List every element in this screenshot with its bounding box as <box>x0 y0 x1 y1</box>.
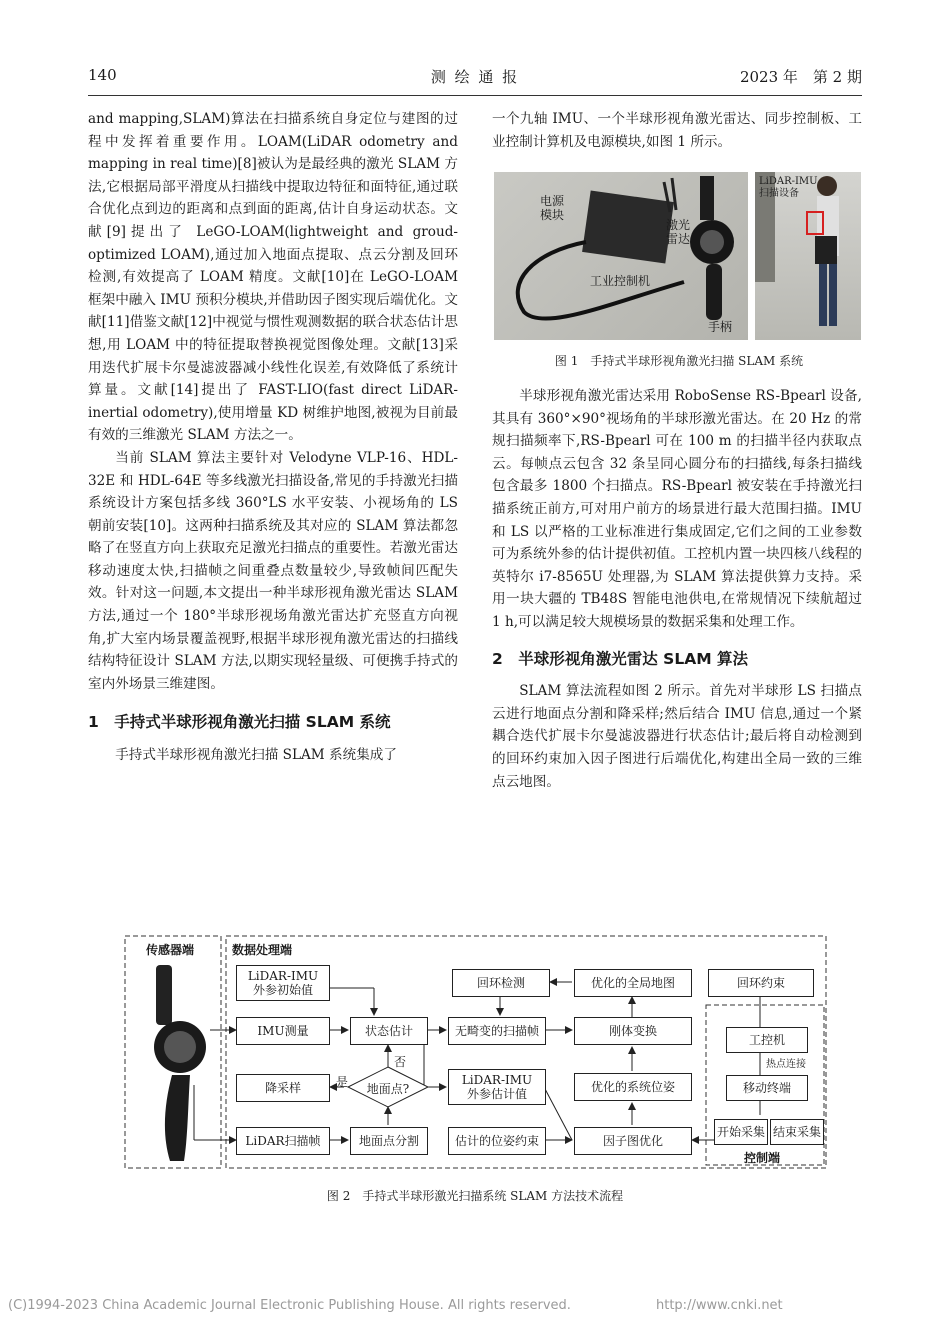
label-ipc: 工业控制机 <box>590 274 651 288</box>
section-1-heading: 1 手持式半球形视角激光扫描 SLAM 系统 <box>88 713 391 732</box>
right-column-bottom <box>492 385 862 793</box>
cnki-url[interactable]: http://www.cnki.net <box>656 1298 783 1313</box>
box-extrinsic-estimate: LiDAR-IMU 外参估计值 <box>448 1069 546 1105</box>
box-start-collection: 开始采集 <box>714 1119 768 1145</box>
box-global-map: 优化的全局地图 <box>574 969 692 997</box>
right-column-top <box>492 108 862 153</box>
box-pose-constraint: 估计的位姿约束 <box>448 1127 546 1155</box>
left-paragraph-2: 当前 SLAM 算法主要针对 Velodyne VLP-16、HDL-32E 和 HDL-64E 等多线激光扫描设备,常见的手持激光扫描系统设计方案包括多线 360°LS 水平安装、小视场角的 LS 朝前安装[10]。这两种扫描系统及其对应的 SLAM 算法都忽略了在竖直方向上获取充足激光扫描点的重要性。若激光雷达移动速度太快,扫描帧之间重叠点数量较少,导致帧间匹配失效。针对这一问题,本文提出一种半球形视角激光雷达 SLAM 方法,通过一个 180°半球形视场角激光雷达扩充竖直方向视角,扩大室内场景覆盖视野,根据半球形视角激光雷达的扫描线结构特征设计 SLAM 方法,以期实现轻量级、可便携手持式的室内外场景三维建图。 <box>88 449 458 692</box>
box-extrinsic-init: LiDAR-IMU 外参初始值 <box>236 965 330 1001</box>
right-paragraph-1: 一个九轴 IMU、一个半球形视角激光雷达、同步控制板、工业控制计算机及电源模块,如图 1 所示。 <box>492 111 862 150</box>
label-no: 否 <box>394 1055 407 1069</box>
right-paragraph-2: 半球形视角激光雷达采用 RoboSense RS-Bpearl 设备,其具有 360°×90°视场角的半球形激光雷达。在 20 Hz 的常规扫描频率下,RS-Bpearl 可在 100 m 的扫描半径内获取点云。每帧点云包含 32 条呈同心圆分布的扫描线,每条扫描线包含最多 1800 个扫描点。RS-Bpearl 被安装在手持激光扫描系统正前方,可对用户前方的场景进行最大范围扫描。IMU 和 LS 以严格的工业标准进行集成固定,它们之间的工业参数可为系统外参的估计提供初值。工控机内置一块四核八线程的英特尔 i7-8565U 处理器,为 SLAM 算法提供算力支持。采用一块大疆的 TB48S 智能电池供电,在常规情况下续航超过 1 h,可以满足较大规模场景的数据采集和处理工作。 <box>492 388 862 630</box>
diamond-ground-check: 地面点? <box>366 1082 410 1096</box>
figure-1-caption: 图 1 手持式半球形视角激光扫描 SLAM 系统 <box>554 354 804 368</box>
box-optimized-pose: 优化的系统位姿 <box>574 1073 692 1101</box>
figure-2-caption: 图 2 手持式半球形激光扫描系统 SLAM 方法技术流程 <box>326 1189 624 1203</box>
box-factor-graph: 因子图优化 <box>574 1127 692 1155</box>
label-lidar: 激光 雷达 <box>666 218 691 246</box>
label-handle: 手柄 <box>708 320 733 334</box>
box-downsample: 降采样 <box>236 1074 330 1102</box>
box-stop-collection: 结束采集 <box>770 1119 824 1145</box>
box-state-estimation: 状态估计 <box>350 1017 428 1045</box>
data-end-label: 数据处理端 <box>232 943 293 957</box>
left-column <box>88 108 458 767</box>
journal-name: 测 绘 通 报 <box>430 68 520 86</box>
label-hotspot: 热点连接 <box>766 1059 806 1070</box>
header-rule <box>88 95 862 96</box>
left-paragraph-3: 手持式半球形视角激光扫描 SLAM 系统集成了 <box>115 747 397 764</box>
label-power-module: 电源 模块 <box>540 194 565 222</box>
device-illustration <box>494 172 748 340</box>
sensor-end-label: 传感器端 <box>146 943 195 957</box>
figure-1-device-photo <box>494 172 748 340</box>
figure-2-flowchart <box>124 935 828 1171</box>
box-ground-segmentation: 地面点分割 <box>350 1127 428 1155</box>
label-yes: 是 <box>336 1075 349 1089</box>
label-device: LiDAR-IMU 扫描设备 <box>759 176 818 199</box>
left-paragraph-1: and mapping,SLAM)算法在扫描系统自身定位与建图的过程中发挥着重要作用。LOAM(LiDAR odometry and mapping in real time)[8]被认为是最经典的激光 SLAM 方法,它根据局部平滑度从扫描线中提取边特征和面特征,通过联合优化点到边的距离和点到面的距离,估计自身运动状态。文献[9]提出了 LeGO-LOAM(lightweight and groud-optimized LOAM),通过加入地面点提取、点云分割及回环检测,有效提高了 LOAM 精度。文献[10]在 LeGO-LOAM 框架中融入 IMU 预积分模块,并借助因子图实现后端优化。文献[11]借鉴文献[12]中视觉与惯性观测数据的联合状态估计思想,用 LOAM 中的特征提取替换视觉图像处理。文献[13]采用迭代扩展卡尔曼滤波器减小线性化误差,有效降低了系统计算量。文献[14]提出了 FAST-LIO(fast direct LiDAR-inertial odometry),使用增量 KD 树维护地图,被视为目前最有效的三维激光 SLAM 方法之一。 <box>88 111 458 444</box>
box-undistorted-frame: 无畸变的扫描帧 <box>448 1017 546 1045</box>
figure-1-user-photo <box>755 172 861 340</box>
right-paragraph-3: SLAM 算法流程如图 2 所示。首先对半球形 LS 扫描点云进行地面点分割和降采样;然后结合 IMU 信息,通过一个紧耦合迭代扩展卡尔曼滤波器进行状态估计;最后将自动检测到的回环约束加入因子图进行后端优化,构建出全局一致的三维点云地图。 <box>492 683 862 790</box>
section-2-heading: 2 半球形视角激光雷达 SLAM 算法 <box>492 649 749 668</box>
issue-label: 2023 年 第 2 期 <box>739 68 862 86</box>
box-imu: IMU测量 <box>236 1017 330 1045</box>
box-ipc: 工控机 <box>726 1027 808 1053</box>
control-end-label: 控制端 <box>744 1151 781 1165</box>
box-loop-detection: 回环检测 <box>452 969 550 997</box>
box-rigid-transform: 刚体变换 <box>574 1017 692 1045</box>
box-loop-constraint: 回环约束 <box>708 969 814 997</box>
page-number: 140 <box>88 66 117 84</box>
copyright-notice: (C)1994-2023 China Academic Journal Electronic Publishing House. All rights reserved. <box>8 1298 571 1313</box>
box-lidar-frame: LiDAR扫描帧 <box>236 1127 330 1155</box>
box-mobile-terminal: 移动终端 <box>726 1075 808 1101</box>
